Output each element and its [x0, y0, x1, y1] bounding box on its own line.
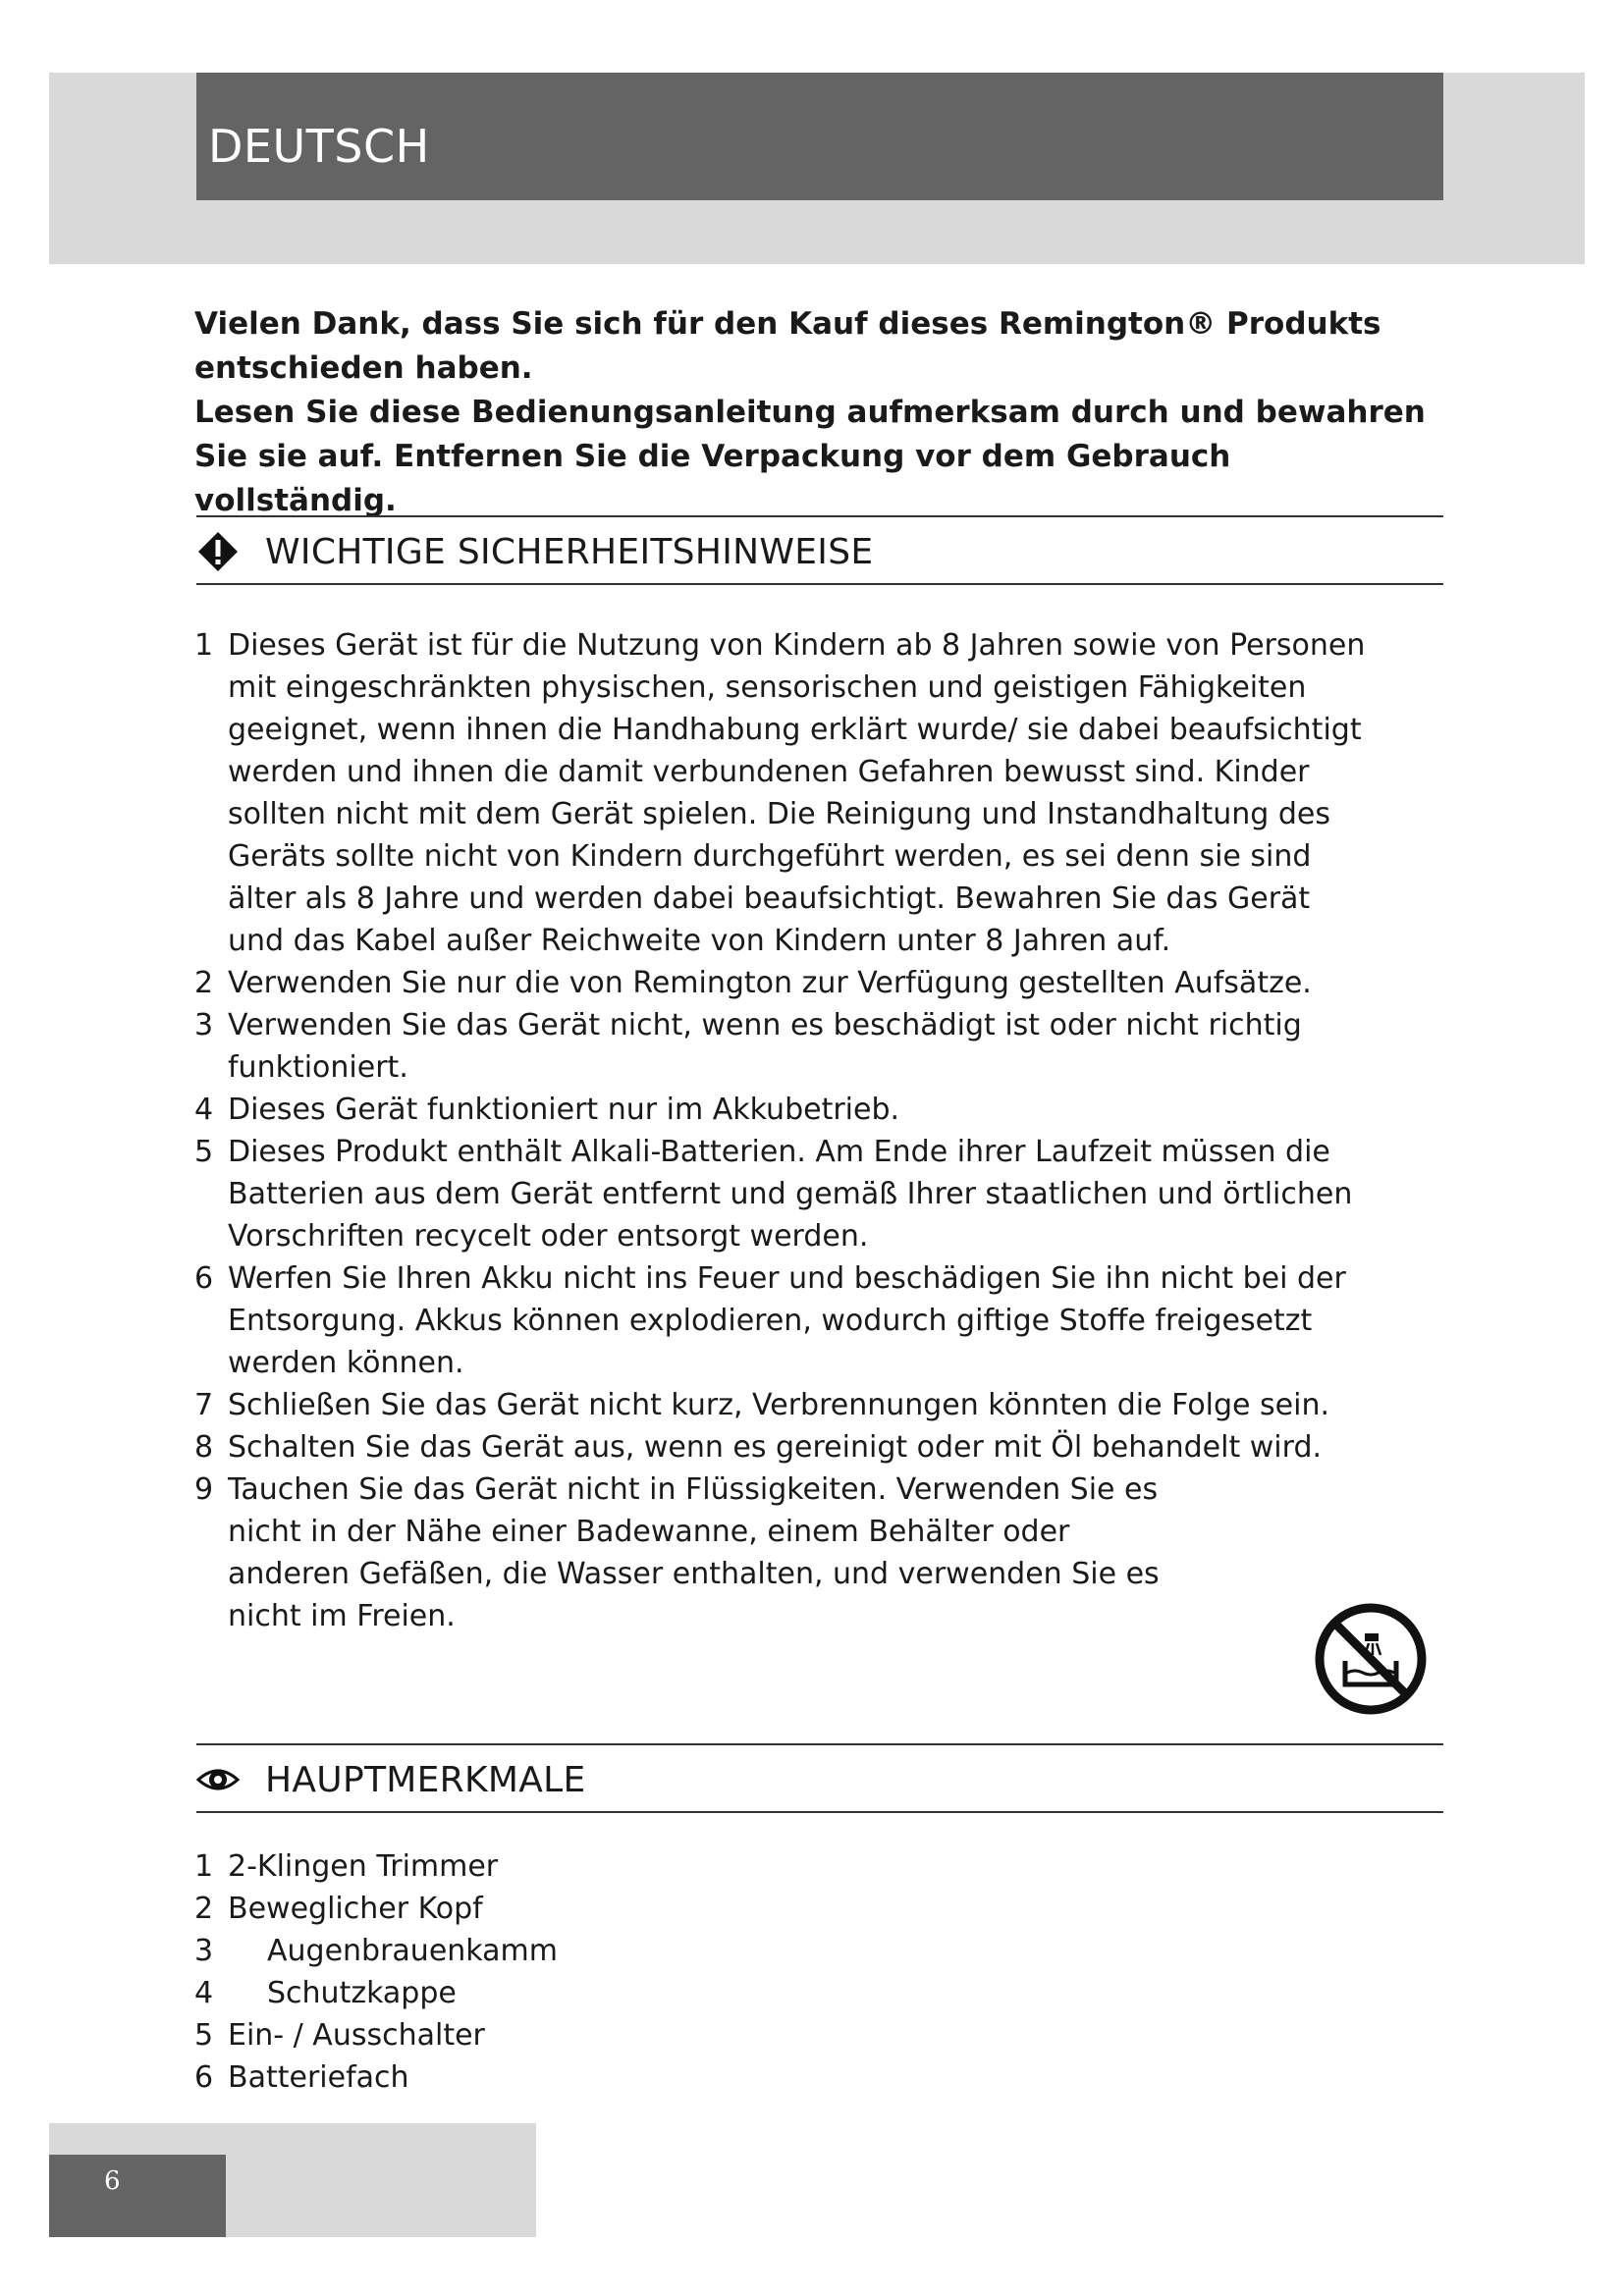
section-rule-bottom	[196, 583, 1443, 585]
language-title-box	[196, 73, 1443, 200]
list-item: 3 Augenbrauenkamm	[194, 1934, 558, 1968]
intro-paragraph-1: Vielen Dank, dass Sie sich für den Kauf dieses Remington® Produkts entschieden haben.	[194, 306, 1381, 386]
safety-list	[194, 624, 1373, 1637]
list-item: 1 Dieses Gerät ist für die Nutzung von Kindern ab 8 Jahren sowie von Personen mit eingeschränkten physischen, sensorischen und geistigen Fähigkeiten geeignet, wenn ihnen die Handhabung erklärt wurde/ sie dabei beaufsichtigt werden und ihnen die damit verbundenen Gefahren bewusst sind. Kinder sollten nicht mit dem Gerät spielen. Die Reinigung und Instandhaltung des Geräts sollte nicht von Kindern durchgeführt werden, es sei denn sie sind älter als 8 Jahre und werden dabei beaufsichtigt. Bewahren Sie das Gerät und das Kabel außer Reichweite von Kindern unter 8 Jahren auf.	[194, 628, 1366, 958]
safety-title: WICHTIGE SICHERHEITSHINWEISE	[265, 531, 874, 572]
eye-icon	[196, 1758, 240, 1801]
list-item: 2 Verwenden Sie nur die von Remington zur Verfügung gestellten Aufsätze.	[194, 966, 1312, 1000]
list-item: 2 Beweglicher Kopf	[194, 1892, 483, 1926]
list-item: 6 Werfen Sie Ihren Akku nicht ins Feuer und beschädigen Sie ihn nicht bei der Entsorgung. Akkus können explodieren, wodurch giftige Stoffe freigesetzt werden können.	[194, 1261, 1346, 1380]
features-heading	[196, 1746, 1443, 1813]
warning-diamond-icon	[196, 530, 240, 573]
list-item: 5 Dieses Produkt enthält Alkali-Batterien. Am Ende ihrer Laufzeit müssen die Batterien aus dem Gerät entfernt und gemäß Ihrer staatlichen und örtlichen Vorschriften recycelt oder entsorgt werden.	[194, 1135, 1353, 1254]
intro-paragraph-2: Lesen Sie diese Bedienungsanleitung aufmerksam durch und bewahren Sie sie auf. Entfernen Sie die Verpackung vor dem Gebrauch vollständig.	[194, 395, 1426, 518]
features-title: HAUPTMERKMALE	[265, 1759, 586, 1800]
list-item: 4 Schutzkappe	[194, 1976, 457, 2010]
features-list	[194, 1845, 1412, 2099]
page-number-box	[49, 2155, 226, 2237]
section-rule-top	[196, 515, 1443, 517]
list-item: 9 Tauchen Sie das Gerät nicht in Flüssigkeiten. Verwenden Sie es nicht in der Nähe einer Badewanne, einem Behälter oder anderen Gefäßen, die Wasser enthalten, und verwenden Sie es nicht im Freien.	[194, 1472, 1160, 1633]
section-rule-bottom	[196, 1811, 1443, 1813]
list-item: 8 Schalten Sie das Gerät aus, wenn es gereinigt oder mit Öl behandelt wird.	[194, 1430, 1323, 1465]
no-water-bath-icon	[1312, 1600, 1430, 1718]
list-item: 3 Verwenden Sie das Gerät nicht, wenn es beschädigt ist oder nicht richtig funktioniert.	[194, 1008, 1302, 1085]
intro-text	[194, 302, 1441, 523]
list-item: 4 Dieses Gerät funktioniert nur im Akkubetrieb.	[194, 1093, 900, 1127]
safety-heading	[196, 518, 1443, 585]
list-item: 7 Schließen Sie das Gerät nicht kurz, Verbrennungen könnten die Folge sein.	[194, 1388, 1330, 1422]
language-title: DEUTSCH	[208, 120, 430, 173]
list-item: 6 Batteriefach	[194, 2060, 409, 2095]
page-number: 6	[104, 2166, 121, 2196]
list-item: 1 2-Klingen Trimmer	[194, 1849, 499, 1884]
list-item: 5 Ein- / Ausschalter	[194, 2018, 485, 2053]
section-rule-top	[196, 1743, 1443, 1745]
